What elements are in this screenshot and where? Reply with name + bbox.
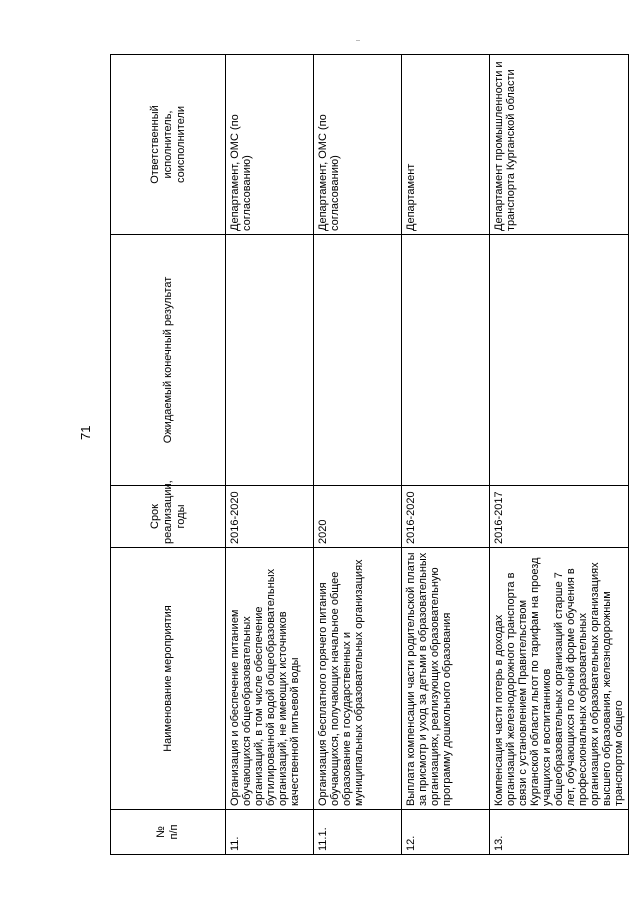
row-responsible: Департамент [402,55,490,235]
row-measure-name: Компенсация части потерь в доходах организаций железнодорожного транспорта в связи с установлением Правительством Курганской области льгот по тарифам на проезд учащихся и воспитанников общеобразовательных организаций старше 7 лет, обучающихся по очной форме обучения в профессиональных образовательных организациях и образовательных организациях высшего образования, железнодорожным транспортом общего [490,548,629,810]
header-expected-result: Ожидаемый конечный результат [111,235,226,486]
table-row [226,55,314,855]
row-number: 11.1. [314,810,402,855]
row-measure-name: Организация и обеспечение питанием обучающихся общеобразовательных организаций, в том числе обеспечение бутилированной водой общеобразовательных организаций, не имеющих источников качественной питьевой воды [226,548,314,810]
row-expected-result [226,235,314,486]
header-number: № п/п [111,810,226,855]
measures-table [110,54,629,855]
header-measure-name: Наименование мероприятия [111,548,226,810]
row-expected-result [490,235,629,486]
row-number: 13. [490,810,629,855]
scan-speck [356,40,360,41]
table-header-row [111,55,226,855]
row-term: 2020 [314,486,402,548]
row-measure-name: Выплата компенсации части родительской платы за присмотр и уход за детьми в образовательных организациях, реализующих образовательную программу дошкольного образования [402,548,490,810]
row-expected-result [402,235,490,486]
rotated-page-content [110,55,625,855]
header-responsible: Ответственный исполнитель, соисполнители [111,55,226,235]
row-responsible: Департамент промышленности и транспорта Курганской области [490,55,629,235]
table-row [314,55,402,855]
row-number: 11. [226,810,314,855]
page-number: 71 [78,425,93,440]
row-responsible: Департамент, ОМС (по согласованию) [314,55,402,235]
row-term: 2016-2020 [226,486,314,548]
row-term: 2016-2020 [402,486,490,548]
row-number: 12. [402,810,490,855]
row-responsible: Департамент, ОМС (по согласованию) [226,55,314,235]
header-term: Срок реализации, годы [111,486,226,548]
table-row [402,55,490,855]
row-expected-result [314,235,402,486]
table-row [490,55,629,855]
row-term: 2016-2017 [490,486,629,548]
row-measure-name: Организация бесплатного горячего питания обучающихся, получающих начальное общее образование в государственных и муниципальных образовательных организациях [314,548,402,810]
